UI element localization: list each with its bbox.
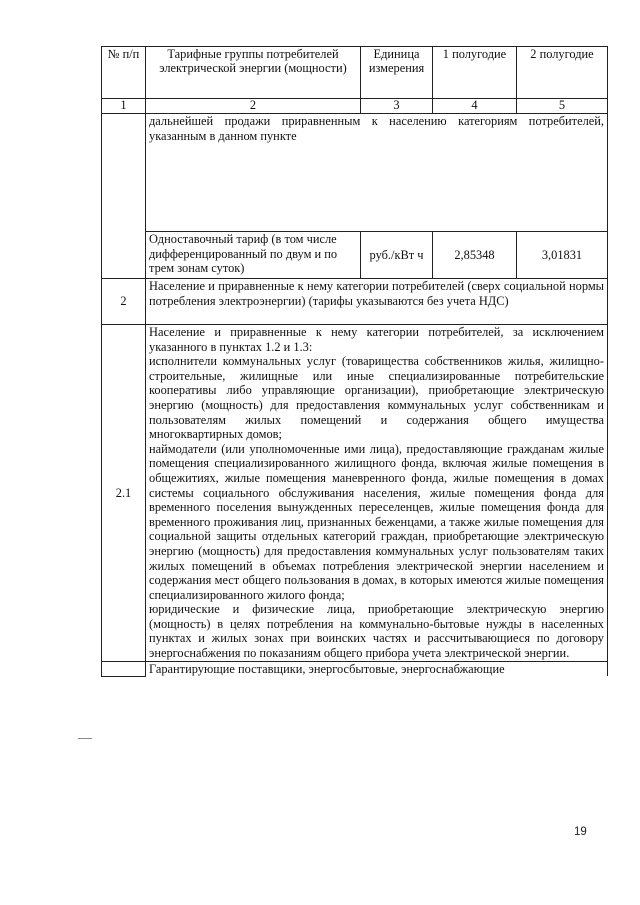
row-partial-text: Гарантирующие поставщики, энергосбытовые, энергоснабжающие [146,661,608,676]
table-row-partial [102,661,608,676]
single-rate-label: Одноставочный тариф (в том числе дифференцированный по двум и по трем зонам суток) [146,232,361,279]
column-number: 2 [146,99,361,114]
row-2-text: Население и приравненные к нему категории потребителей (сверх социальной нормы потребления электроэнергии) (тарифы указываются без учета НДС) [146,279,608,325]
tariff-table [101,46,608,677]
row-2-1-paragraph: исполнители коммунальных услуг (товарищества собственников жилья, жилищно-строительные, жилищные или иные специализированные потребительские кооперативы либо управляющие организации), приобретающие электрическую энергию (мощность) для предоставления коммунальных услуг собственникам и пользователям жилых помещений и содержания общего имущества многоквартирных домов; [149,354,604,442]
header-unit: Единица измерения [361,47,433,99]
row-2-1-paragraph: юридические и физические лица, приобретающие электрическую энергию (мощность) в целях потребления на коммунально-бытовые нужды в населенных пунктах и жилых зонах при воинских частях и рассчитывающиеся по договору энергоснабжения по показаниям общего прибора учета электрической энергии. [149,602,604,661]
header-number: № п/п [102,47,146,99]
column-number: 4 [433,99,517,114]
row-number: 2.1 [102,325,146,662]
column-number: 5 [517,99,608,114]
column-number: 1 [102,99,146,114]
header-second-half: 2 полугодие [517,47,608,99]
page-number: 19 [574,826,587,838]
header-consumer-groups: Тарифные группы потребителей электрической энергии (мощности) [146,47,361,99]
margin-mark [78,738,92,739]
row-number-empty [102,661,146,676]
column-number: 3 [361,99,433,114]
row-2-1-paragraph: наймодатели (или уполномоченные ими лица), предоставляющие гражданам жилые помещения специализированного жилищного фонда, включая жилые помещения в общежитиях, жилые помещения маневренного фонда, жилые помещения в домах системы социального обслуживания населения, жилые помещения фонда для временного поселения вынужденных переселенцев, жилые помещения фонда для временного проживания лиц, признанных беженцами, а также жилые помещения для социальной защиты отдельных категорий граждан, приобретающие электрическую энергию (мощность) для предоставления коммунальных услуг пользователям таких жилых помещений в объемах потребления электрической энергии населением и содержания мест общего пользования в домах, в которых имеются жилые помещения специализированного жилого фонда; [149,441,604,602]
table-row-2-1 [102,325,608,662]
row-number-empty [102,114,146,279]
row-2-1-paragraph: Население и приравненные к нему категории потребителей, за исключением указанного в пунктах 1.2 и 1.3: [149,325,604,354]
single-rate-second-half: 3,01831 [517,232,608,279]
continuation-text: дальнейшей продажи приравненным к населению категориям потребителей, указанным в данном пункте [146,114,608,232]
single-rate-unit: руб./кВт ч [361,232,433,279]
row-number: 2 [102,279,146,325]
row-2-1-text [146,325,608,662]
single-rate-first-half: 2,85348 [433,232,517,279]
table-row-continuation [102,114,608,232]
header-first-half: 1 полугодие [433,47,517,99]
table-row-2 [102,279,608,325]
table-header-row [102,47,608,99]
table-row-single-rate [102,232,608,279]
column-number-row [102,99,608,114]
